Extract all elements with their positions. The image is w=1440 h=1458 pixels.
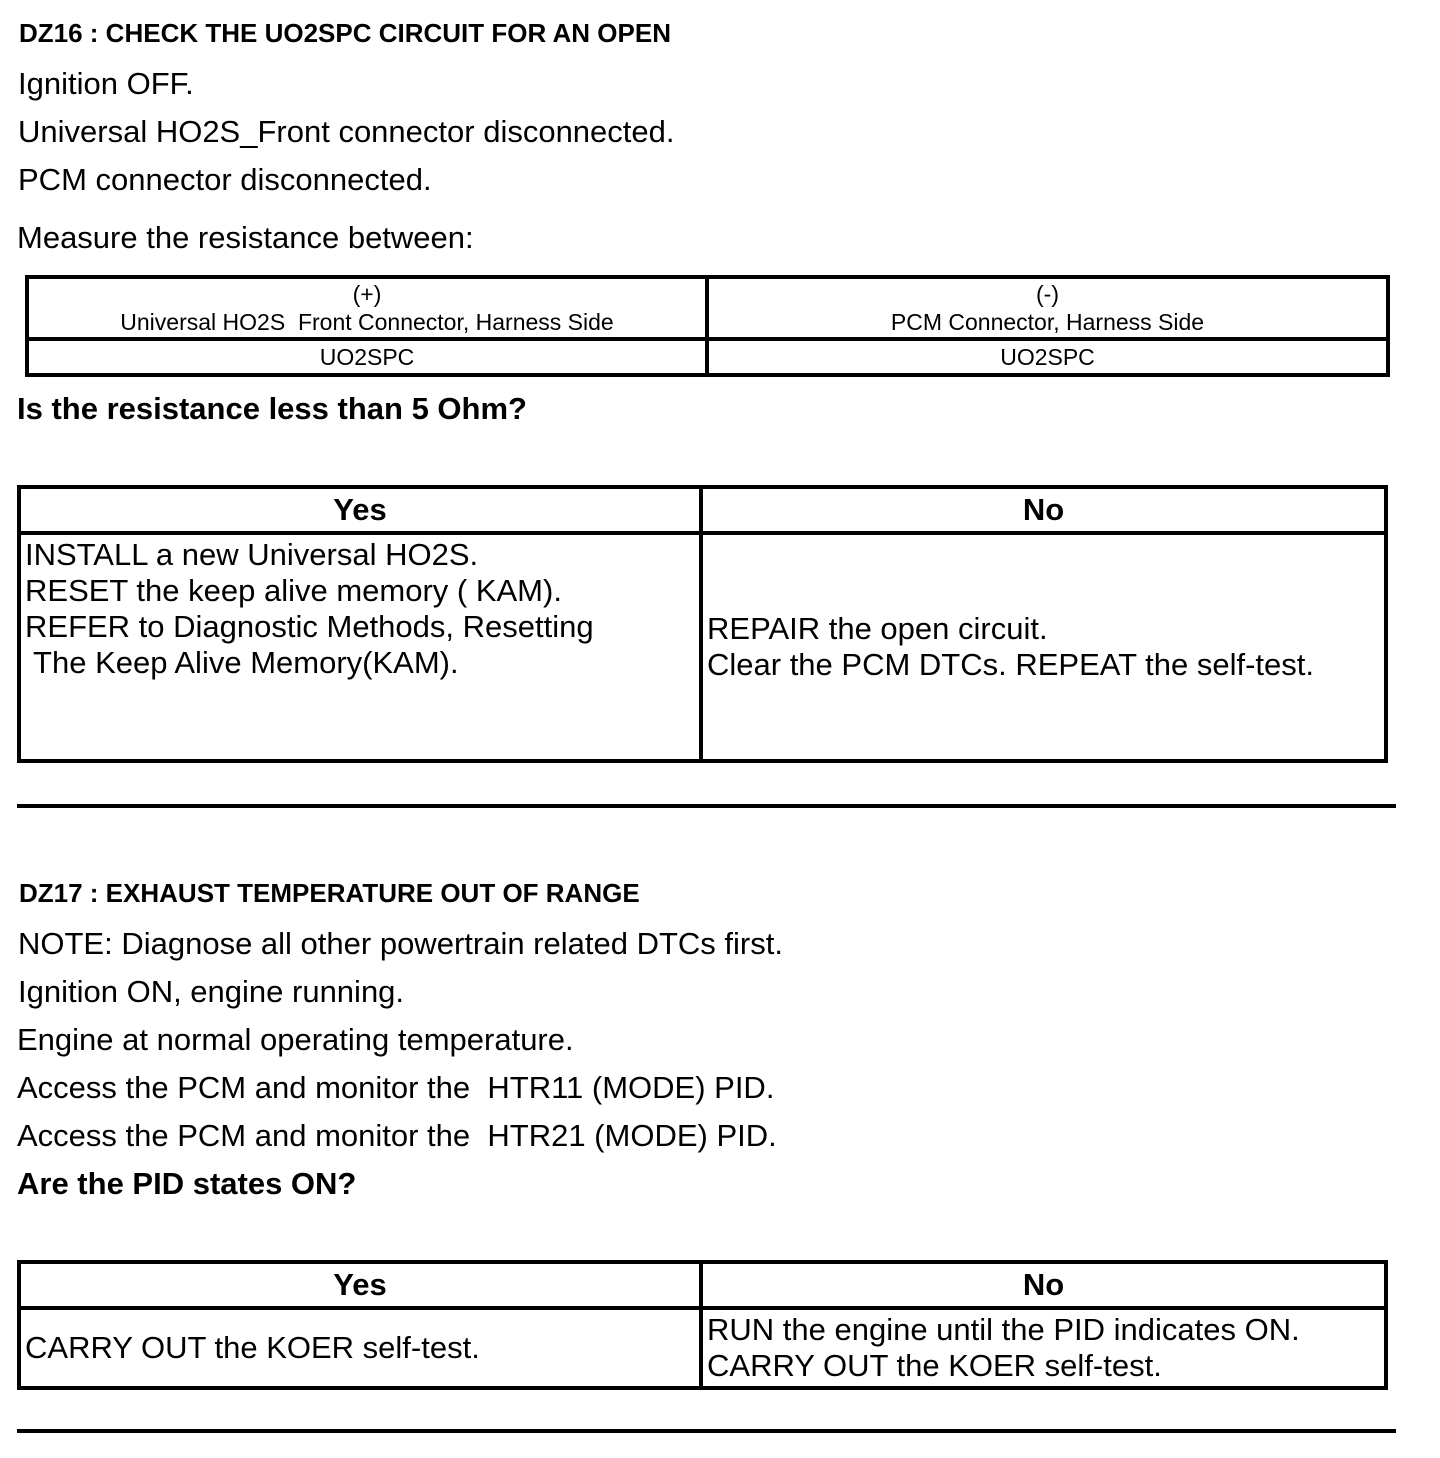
dz16-step-1: Ignition OFF.	[18, 66, 194, 101]
yes-action-line: CARRY OUT the KOER self-test.	[25, 1330, 480, 1365]
dz16-answer-table	[17, 485, 1388, 763]
no-action-line: REPAIR the open circuit.	[707, 611, 1048, 646]
yes-header: Yes	[19, 1262, 701, 1308]
no-action-line: RUN the engine until the PID indicates ON.	[707, 1312, 1300, 1347]
positive-symbol: (+)	[352, 281, 382, 307]
dz17-step-5: Access the PCM and monitor the HTR21 (MODE) PID.	[17, 1118, 777, 1153]
section-divider	[17, 1429, 1396, 1433]
yes-action-line: The Keep Alive Memory(KAM).	[25, 645, 459, 680]
negative-connector-label: PCM Connector, Harness Side	[890, 309, 1205, 335]
positive-terminal-header	[27, 277, 707, 339]
dz16-measure-table	[25, 275, 1390, 377]
negative-symbol: (-)	[1036, 281, 1059, 307]
dz17-step-2: Ignition ON, engine running.	[18, 974, 405, 1009]
yes-action-cell	[19, 533, 701, 761]
yes-header: Yes	[19, 487, 701, 533]
yes-action-line: REFER to Diagnostic Methods, Resetting	[25, 609, 594, 644]
no-header: No	[701, 1262, 1386, 1308]
yes-action-line: RESET the keep alive memory ( KAM).	[25, 573, 562, 608]
no-header: No	[701, 487, 1386, 533]
dz16-step-3: PCM connector disconnected.	[18, 162, 432, 197]
dz17-question: Are the PID states ON?	[17, 1166, 357, 1201]
section-divider	[17, 804, 1396, 808]
yes-action-line: INSTALL a new Universal HO2S.	[25, 537, 479, 572]
dz17-step-3: Engine at normal operating temperature.	[17, 1022, 574, 1057]
positive-pin: UO2SPC	[27, 339, 707, 375]
no-action-line: CARRY OUT the KOER self-test.	[707, 1348, 1162, 1383]
positive-connector-label: Universal HO2S Front Connector, Harness Side	[120, 309, 614, 335]
dz16-heading: DZ16 : CHECK THE UO2SPC CIRCUIT FOR AN OPEN	[19, 18, 671, 48]
dz17-answer-table	[17, 1260, 1388, 1390]
dz17-step-1: NOTE: Diagnose all other powertrain related DTCs first.	[18, 926, 783, 961]
yes-action-cell	[19, 1308, 701, 1388]
no-action-cell	[701, 1308, 1386, 1388]
negative-pin: UO2SPC	[707, 339, 1388, 375]
dz17-heading: DZ17 : EXHAUST TEMPERATURE OUT OF RANGE	[19, 878, 640, 908]
no-action-line: Clear the PCM DTCs. REPEAT the self-test.	[707, 647, 1314, 682]
dz17-step-4: Access the PCM and monitor the HTR11 (MODE) PID.	[17, 1070, 775, 1105]
dz16-question: Is the resistance less than 5 Ohm?	[17, 391, 527, 426]
dz16-measure-intro: Measure the resistance between:	[17, 220, 474, 255]
dz16-step-2: Universal HO2S_Front connector disconnected.	[18, 114, 675, 149]
no-action-cell	[701, 533, 1386, 761]
negative-terminal-header	[707, 277, 1388, 339]
